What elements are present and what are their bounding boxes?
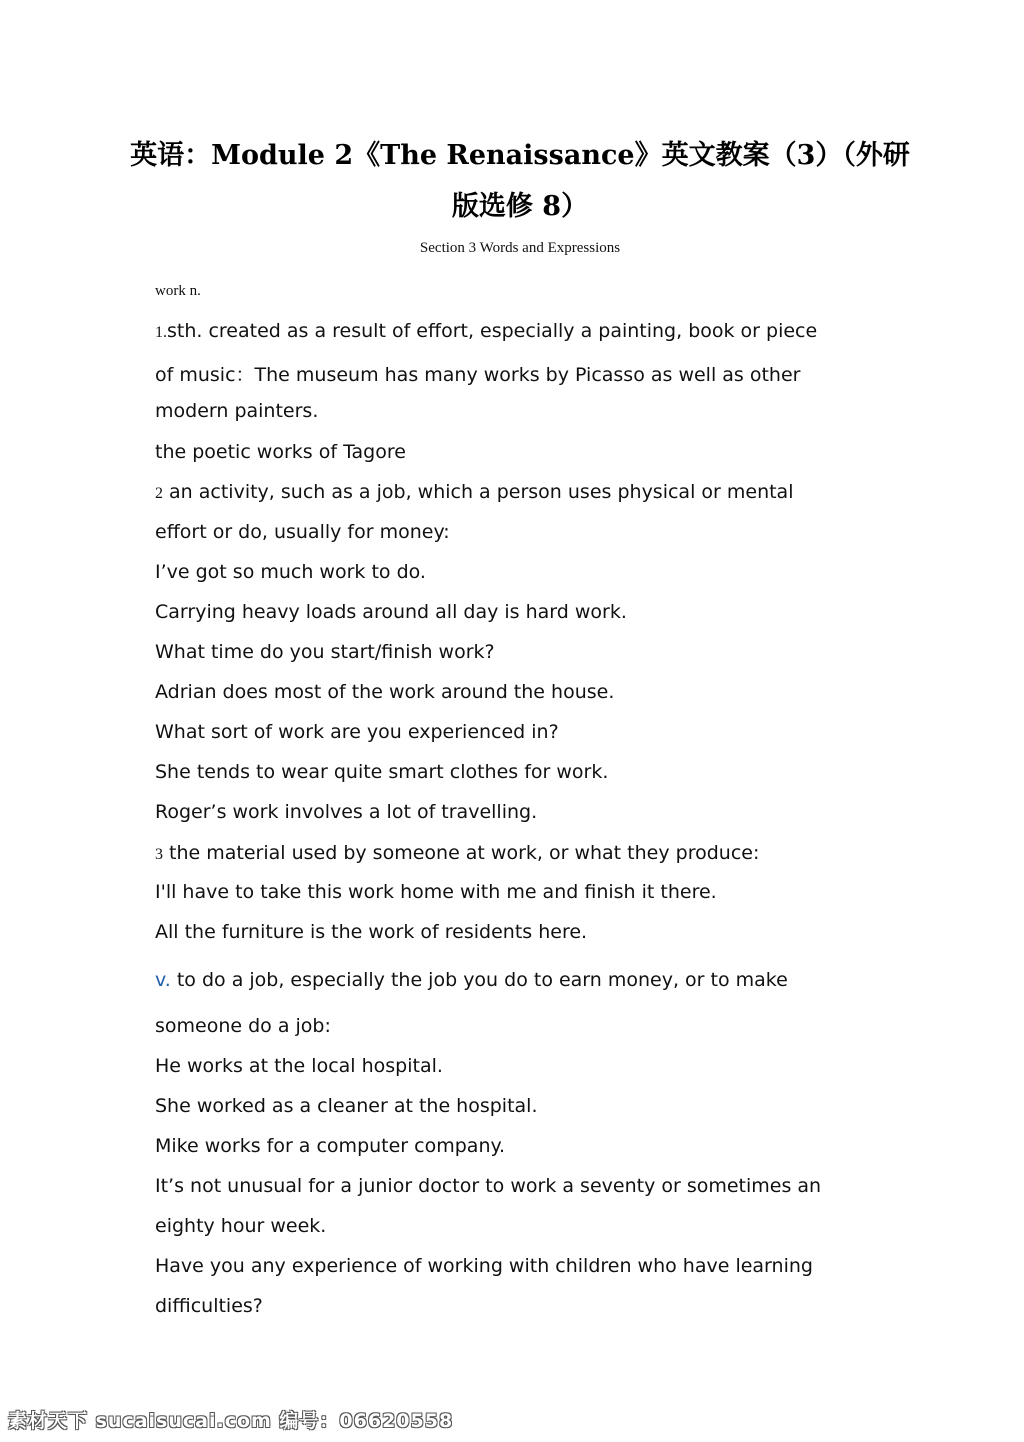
- def-text: sth. created as a result of effort, especially a painting, book or piece: [167, 320, 818, 342]
- noun-def-3: [155, 842, 759, 864]
- verb-def-line-2: someone do a job:: [155, 1015, 331, 1037]
- noun-def-1-line-1: [155, 320, 817, 342]
- noun-def-1-line-3: modern painters.: [155, 400, 319, 422]
- watermark: 素材天下 sucaisucai.com 编号：06620558: [8, 1410, 454, 1432]
- example-sentence: Have you any experience of working with children who have learning: [155, 1255, 813, 1277]
- def-text: an activity, such as a job, which a person uses physical or mental: [163, 481, 794, 503]
- verb-def-line-1: [155, 969, 788, 991]
- def-number: 1.: [155, 324, 167, 341]
- headword: work n.: [155, 283, 201, 299]
- example-sentence: the poetic works of Tagore: [155, 441, 406, 463]
- example-sentence: What time do you start/finish work?: [155, 641, 495, 663]
- example-sentence: Mike works for a computer company.: [155, 1135, 506, 1157]
- example-sentence: What sort of work are you experienced in?: [155, 721, 559, 743]
- noun-def-2-line-2: effort or do, usually for money:: [155, 521, 450, 543]
- part-of-speech: v.: [155, 969, 171, 991]
- example-sentence: Adrian does most of the work around the house.: [155, 681, 615, 703]
- noun-def-1-line-2: of music：The museum has many works by Picasso as well as other: [155, 364, 801, 386]
- noun-def-2-line-1: [155, 481, 793, 503]
- example-sentence: He works at the local hospital.: [155, 1055, 443, 1077]
- example-sentence: difficulties?: [155, 1295, 263, 1317]
- def-number: 2: [155, 485, 163, 502]
- example-sentence: I’ve got so much work to do.: [155, 561, 426, 583]
- example-sentence: I'll have to take this work home with me and finish it there.: [155, 881, 717, 903]
- def-text: the material used by someone at work, or what they produce:: [163, 842, 760, 864]
- section-heading: Section 3 Words and Expressions: [419, 240, 621, 256]
- def-text: to do a job, especially the job you do to earn money, or to make: [170, 969, 788, 991]
- example-sentence: Roger’s work involves a lot of travelling.: [155, 801, 538, 823]
- example-sentence: eighty hour week.: [155, 1215, 327, 1237]
- def-number: 3: [155, 846, 163, 863]
- example-sentence: All the furniture is the work of residents here.: [155, 921, 588, 943]
- example-sentence: Carrying heavy loads around all day is hard work.: [155, 601, 627, 623]
- page-title-line-2: 版选修 8）: [451, 191, 589, 222]
- page-title-line-1: 英语：Module 2《The Renaissance》英文教案（3）（外研: [130, 140, 910, 171]
- example-sentence: It’s not unusual for a junior doctor to work a seventy or sometimes an: [155, 1175, 822, 1197]
- example-sentence: She tends to wear quite smart clothes for work.: [155, 761, 609, 783]
- example-sentence: She worked as a cleaner at the hospital.: [155, 1095, 538, 1117]
